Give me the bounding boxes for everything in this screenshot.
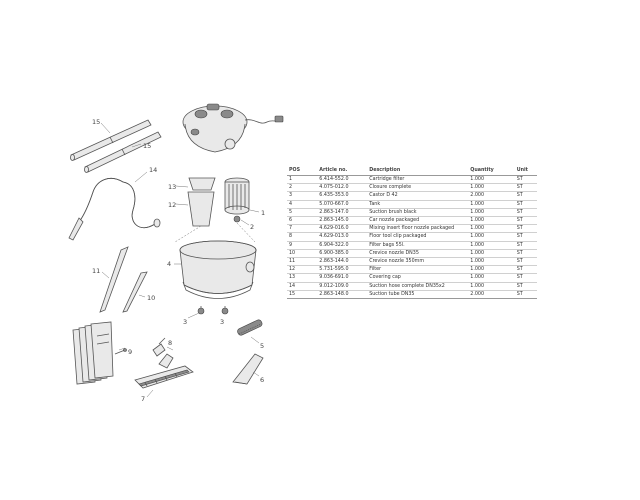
table-row <box>287 208 537 216</box>
cell-article-no: 5.070-667.0 <box>317 200 367 208</box>
cell-quantity: 1.000 <box>468 176 514 184</box>
cell-article-no: 4.629-016.0 <box>317 225 367 233</box>
cell-description: Filter bags 55l. <box>367 241 468 249</box>
table-row <box>287 176 537 184</box>
callout-2: 2 <box>250 223 255 231</box>
cell-unit: ST <box>515 241 537 249</box>
cell-quantity: 2.000 <box>468 192 514 200</box>
cell-pos: 6 <box>287 217 317 225</box>
cell-pos: 9 <box>287 241 317 249</box>
crevice-nozzle-dn35-part <box>123 272 147 312</box>
cell-description: Floor tool clip packaged <box>367 233 468 241</box>
filter-assembly-part <box>188 178 249 226</box>
cell-description: Suction hose complete DN35x2 <box>367 282 468 290</box>
cell-unit: ST <box>515 208 537 216</box>
crevice-nozzle-350-part <box>100 247 128 312</box>
cell-pos: 11 <box>287 258 317 266</box>
suction-hose-part <box>69 178 160 240</box>
cell-pos: 3 <box>287 192 317 200</box>
table-row <box>287 233 537 241</box>
cell-pos: 7 <box>287 225 317 233</box>
cell-unit: ST <box>515 282 537 290</box>
cell-pos: 12 <box>287 266 317 274</box>
motor-head-part <box>183 104 283 152</box>
cell-article-no: 2.863-148.0 <box>317 290 367 298</box>
cell-quantity: 1.000 <box>468 217 514 225</box>
table-row <box>287 217 537 225</box>
cell-description: Closure complete <box>367 184 468 192</box>
cell-quantity: 1.000 <box>468 249 514 257</box>
cell-article-no: 6.435-353.0 <box>317 192 367 200</box>
table-row <box>287 184 537 192</box>
cell-article-no: 2.863-147.0 <box>317 208 367 216</box>
cell-quantity: 1.000 <box>468 200 514 208</box>
cell-unit: ST <box>515 258 537 266</box>
cell-article-no: 5.731-595.0 <box>317 266 367 274</box>
header-description: Description <box>367 166 468 176</box>
cell-description: Covering cap <box>367 274 468 282</box>
cell-quantity: 1.000 <box>468 225 514 233</box>
callout-3-left: 3 <box>183 318 188 326</box>
cell-description: Filter <box>367 266 468 274</box>
callout-11: 11 <box>92 267 101 275</box>
cell-pos: 13 <box>287 274 317 282</box>
cell-article-no: 6.414-552.0 <box>317 176 367 184</box>
table-row <box>287 258 537 266</box>
cell-description: Suction tube DN35 <box>367 290 468 298</box>
cell-pos: 4 <box>287 200 317 208</box>
cell-unit: ST <box>515 192 537 200</box>
cell-description: Castor D 42 <box>367 192 468 200</box>
cell-unit: ST <box>515 184 537 192</box>
callout-15-lower: 15 <box>143 142 152 150</box>
table-row <box>287 192 537 200</box>
cell-pos: 5 <box>287 208 317 216</box>
cell-article-no: 9.036-691.0 <box>317 274 367 282</box>
cell-quantity: 1.000 <box>468 266 514 274</box>
cell-quantity: 1.000 <box>468 282 514 290</box>
callout-4: 4 <box>167 260 172 268</box>
parts-list-table <box>287 166 537 299</box>
callout-13: 13 <box>168 183 177 191</box>
cell-pos: 8 <box>287 233 317 241</box>
cell-quantity: 2.000 <box>468 290 514 298</box>
floor-nozzle-part <box>135 354 193 388</box>
cell-unit: ST <box>515 274 537 282</box>
table-row <box>287 274 537 282</box>
table-row <box>287 200 537 208</box>
table-row <box>287 249 537 257</box>
cell-article-no: 6.904-322.0 <box>317 241 367 249</box>
table-row <box>287 266 537 274</box>
callout-3-right: 3 <box>220 318 225 326</box>
floor-tool-clip-part <box>153 338 165 356</box>
exploded-parts-drawing <box>55 92 290 412</box>
callout-15-upper: 15 <box>92 118 101 126</box>
parts-table-body <box>287 176 537 299</box>
callout-8: 8 <box>168 339 173 347</box>
car-nozzle-part <box>233 354 263 384</box>
header-unit: Unit <box>515 166 537 176</box>
cell-pos: 10 <box>287 249 317 257</box>
cell-article-no: 4.629-013.0 <box>317 233 367 241</box>
cell-quantity: 1.000 <box>468 274 514 282</box>
cell-description: Car nozzle packaged <box>367 217 468 225</box>
cell-description: Cartridge filter <box>367 176 468 184</box>
cell-article-no: 6.900-385.0 <box>317 249 367 257</box>
cell-article-no: 2.863-145.0 <box>317 217 367 225</box>
cell-unit: ST <box>515 290 537 298</box>
cell-description: Suction brush black <box>367 208 468 216</box>
header-pos: POS <box>287 166 317 176</box>
table-row <box>287 290 537 298</box>
header-quantity: Quantity <box>468 166 514 176</box>
cell-pos: 14 <box>287 282 317 290</box>
cell-quantity: 1.000 <box>468 184 514 192</box>
cell-article-no: 9.012-109.0 <box>317 282 367 290</box>
cell-description: Mixing insert floor nozzle packaged <box>367 225 468 233</box>
cell-article-no: 2.863-144.0 <box>317 258 367 266</box>
cell-unit: ST <box>515 233 537 241</box>
header-article-no: Article no. <box>317 166 367 176</box>
callout-10: 10 <box>147 294 156 302</box>
callout-6: 6 <box>260 376 265 384</box>
cell-unit: ST <box>515 200 537 208</box>
cell-unit: ST <box>515 176 537 184</box>
exploded-view-svg <box>55 92 290 412</box>
cell-quantity: 1.000 <box>468 208 514 216</box>
suction-brush-part <box>237 319 264 336</box>
cell-pos: 15 <box>287 290 317 298</box>
cell-description: Crevice nozzle DN35 <box>367 249 468 257</box>
cell-unit: ST <box>515 217 537 225</box>
table-header-row <box>287 166 537 176</box>
cell-description: Crevice nozzle 350mm <box>367 258 468 266</box>
tank-part <box>180 241 256 299</box>
cell-quantity: 1.000 <box>468 258 514 266</box>
cell-unit: ST <box>515 266 537 274</box>
cell-quantity: 1.000 <box>468 233 514 241</box>
cell-description: Tank <box>367 200 468 208</box>
callout-1: 1 <box>261 209 266 217</box>
table-row <box>287 241 537 249</box>
cell-article-no: 4.075-012.0 <box>317 184 367 192</box>
callout-5: 5 <box>260 342 265 350</box>
filter-bags-part <box>73 322 127 384</box>
callout-14: 14 <box>149 166 158 174</box>
callout-7: 7 <box>141 395 146 403</box>
castor-part <box>198 306 228 314</box>
cell-pos: 1 <box>287 176 317 184</box>
callout-9: 9 <box>128 348 133 356</box>
cell-pos: 2 <box>287 184 317 192</box>
callout-12: 12 <box>168 201 177 209</box>
cell-quantity: 1.000 <box>468 241 514 249</box>
table-row <box>287 282 537 290</box>
cell-unit: ST <box>515 249 537 257</box>
cell-unit: ST <box>515 225 537 233</box>
table-row <box>287 225 537 233</box>
